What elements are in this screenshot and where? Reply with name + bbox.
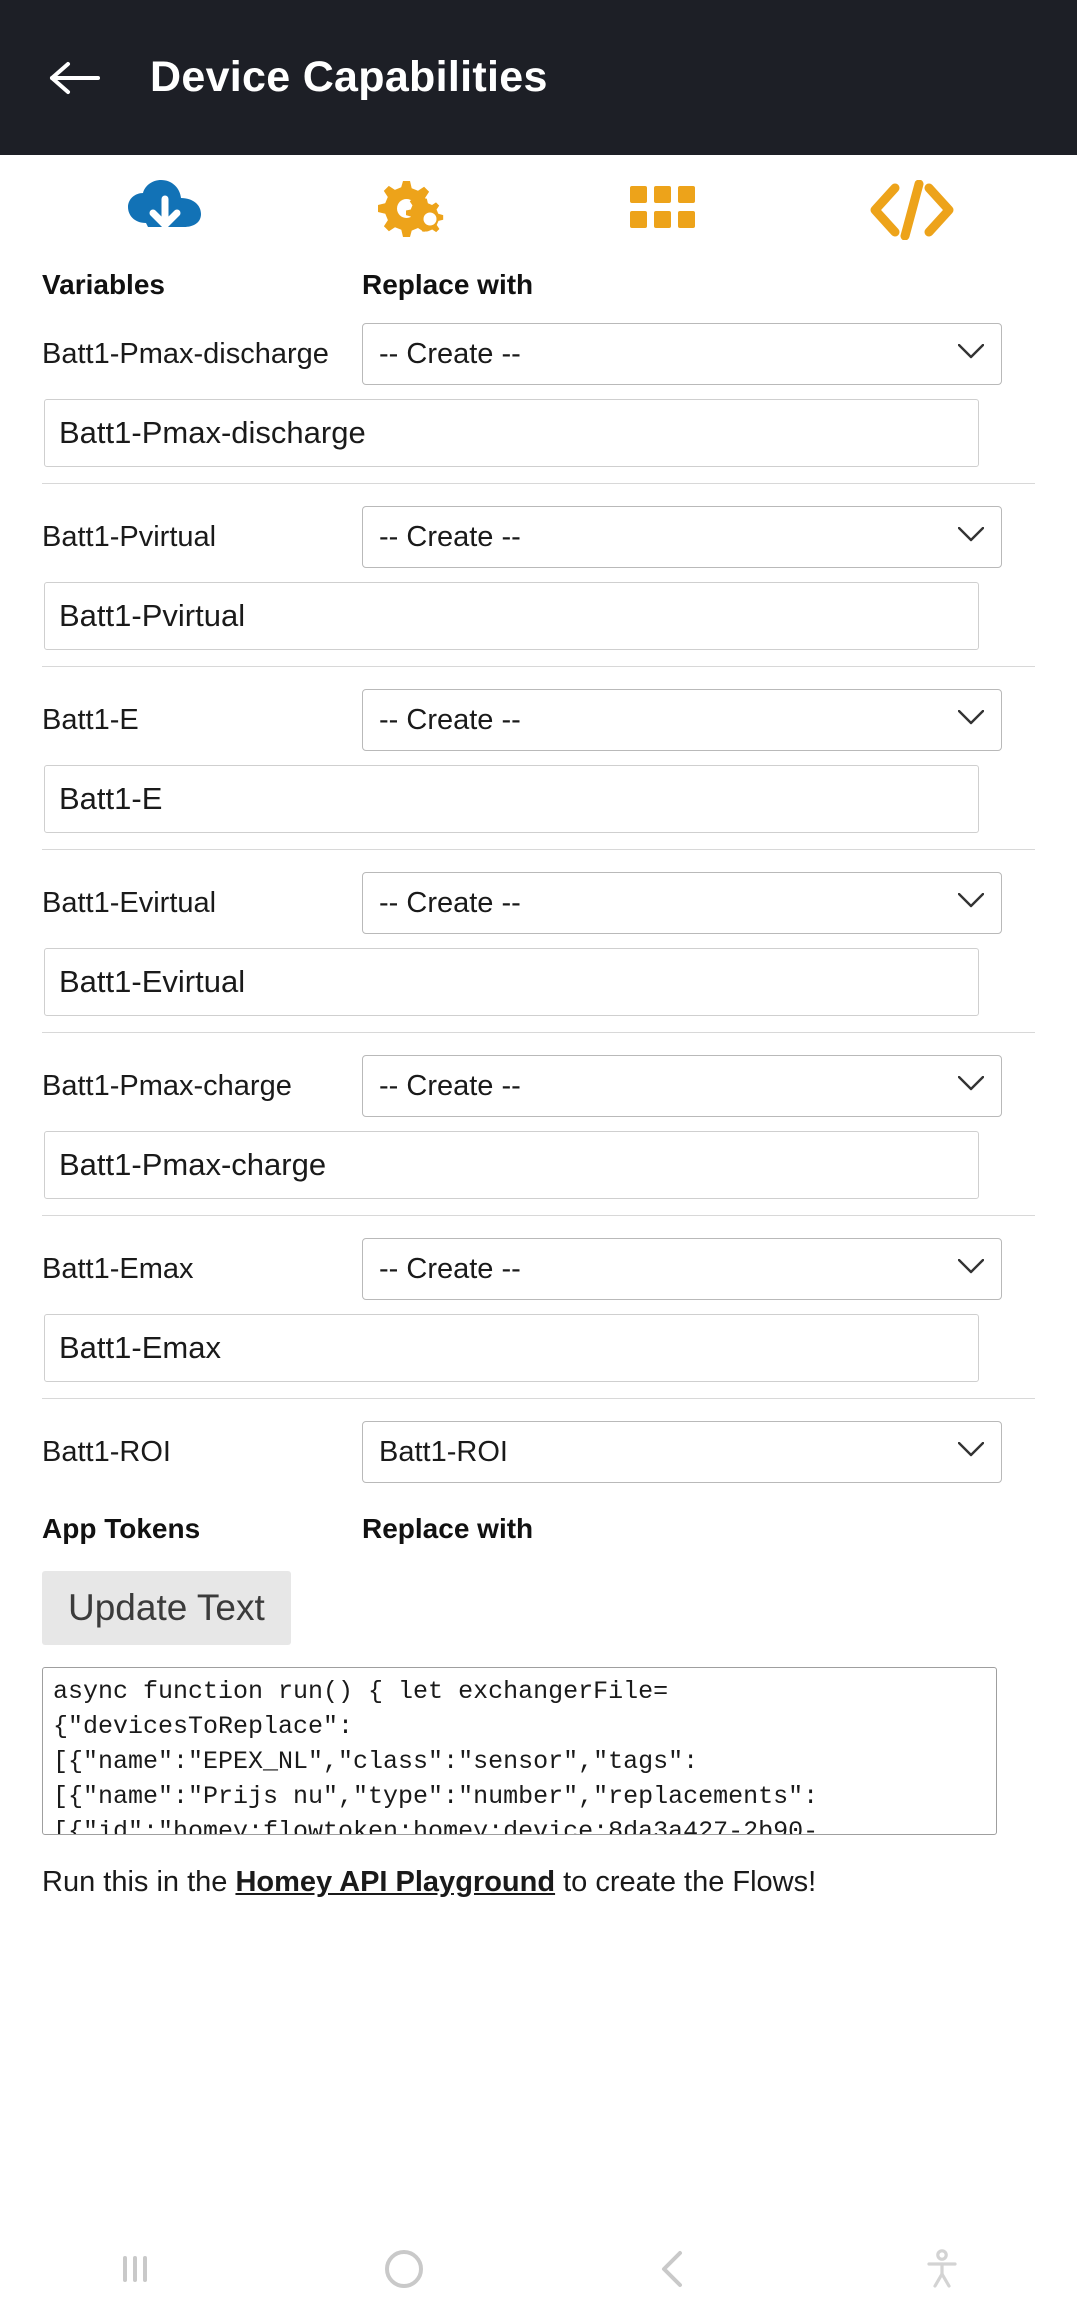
- app-tokens-replace-with-label: Replace with: [362, 1513, 534, 1544]
- replacement-select-wrapper: [362, 1238, 1002, 1300]
- variable-label: Batt1-ROI: [42, 1435, 171, 1468]
- page-title: Device Capabilities: [150, 53, 548, 101]
- variable-name-input[interactable]: [44, 765, 979, 833]
- variable-name-row: [42, 765, 1035, 850]
- variable-label: Batt1-Pmax-discharge: [42, 337, 329, 370]
- replacement-select-wrapper: [362, 323, 1002, 385]
- replacement-select[interactable]: [362, 872, 1002, 934]
- variable-label: Batt1-Pmax-charge: [42, 1069, 292, 1102]
- homey-api-playground-link[interactable]: Homey API Playground: [235, 1866, 556, 1898]
- replacement-select-wrapper: [362, 872, 1002, 934]
- variable-label: Batt1-Evirtual: [42, 886, 217, 919]
- variable-name-row: [42, 1314, 1035, 1399]
- variable-name-input[interactable]: [44, 582, 979, 650]
- recents-nav-button[interactable]: [0, 2252, 269, 2286]
- app-tokens-header: [42, 1513, 1035, 1545]
- variable-name-row: [42, 399, 1035, 484]
- variables-header-label: Variables: [42, 269, 165, 300]
- variable-name-input[interactable]: [44, 1314, 979, 1382]
- app-bar: [0, 0, 1077, 155]
- table-row: [42, 689, 1035, 751]
- variable-label: Batt1-Pvirtual: [42, 520, 217, 553]
- table-row: [42, 1421, 1035, 1483]
- gears-settings-icon[interactable]: [289, 155, 538, 265]
- replacement-select-wrapper: [362, 1421, 1002, 1483]
- grid-apps-icon[interactable]: [539, 155, 788, 265]
- variable-name-input[interactable]: [44, 399, 979, 467]
- table-row: [42, 872, 1035, 934]
- variable-label: Batt1-E: [42, 703, 139, 736]
- replace-with-header-label: Replace with: [362, 269, 534, 300]
- generated-code-textarea[interactable]: [42, 1667, 997, 1835]
- variable-name-input[interactable]: [44, 1131, 979, 1199]
- replacement-select-wrapper: [362, 689, 1002, 751]
- footnote-prefix: Run this in the: [42, 1866, 236, 1898]
- system-nav-bar: [0, 2223, 1077, 2315]
- table-row: [42, 1055, 1035, 1117]
- update-text-button[interactable]: Update Text: [42, 1571, 291, 1645]
- variables-header: [42, 269, 1035, 301]
- replacement-select[interactable]: [362, 1421, 1002, 1483]
- table-row: [42, 1238, 1035, 1300]
- variables-header-clip: [42, 265, 1035, 301]
- main-content: [0, 265, 1077, 1899]
- replacement-select[interactable]: [362, 1055, 1002, 1117]
- icon-toolbar: [0, 155, 1077, 265]
- accessibility-nav-button[interactable]: [808, 2248, 1077, 2290]
- cloud-download-icon[interactable]: [40, 155, 289, 265]
- table-row: [42, 323, 1035, 385]
- replacement-select[interactable]: [362, 506, 1002, 568]
- replacement-select-wrapper: [362, 1055, 1002, 1117]
- variable-name-input[interactable]: [44, 948, 979, 1016]
- variable-name-row: [42, 1131, 1035, 1216]
- replacement-select[interactable]: [362, 689, 1002, 751]
- table-row: [42, 506, 1035, 568]
- home-nav-button[interactable]: [269, 2248, 538, 2290]
- replacement-select[interactable]: [362, 1238, 1002, 1300]
- variable-name-row: [42, 582, 1035, 667]
- back-nav-button[interactable]: [539, 2249, 808, 2289]
- variable-label: Batt1-Emax: [42, 1252, 194, 1285]
- footnote-suffix: to create the Flows!: [555, 1866, 817, 1898]
- code-brackets-icon[interactable]: [788, 155, 1037, 265]
- arrow-left-icon[interactable]: [40, 43, 110, 113]
- footnote: [42, 1866, 1035, 1899]
- replacement-select-wrapper: [362, 506, 1002, 568]
- variable-name-row: [42, 948, 1035, 1033]
- app-tokens-label: App Tokens: [42, 1513, 201, 1544]
- replacement-select[interactable]: [362, 323, 1002, 385]
